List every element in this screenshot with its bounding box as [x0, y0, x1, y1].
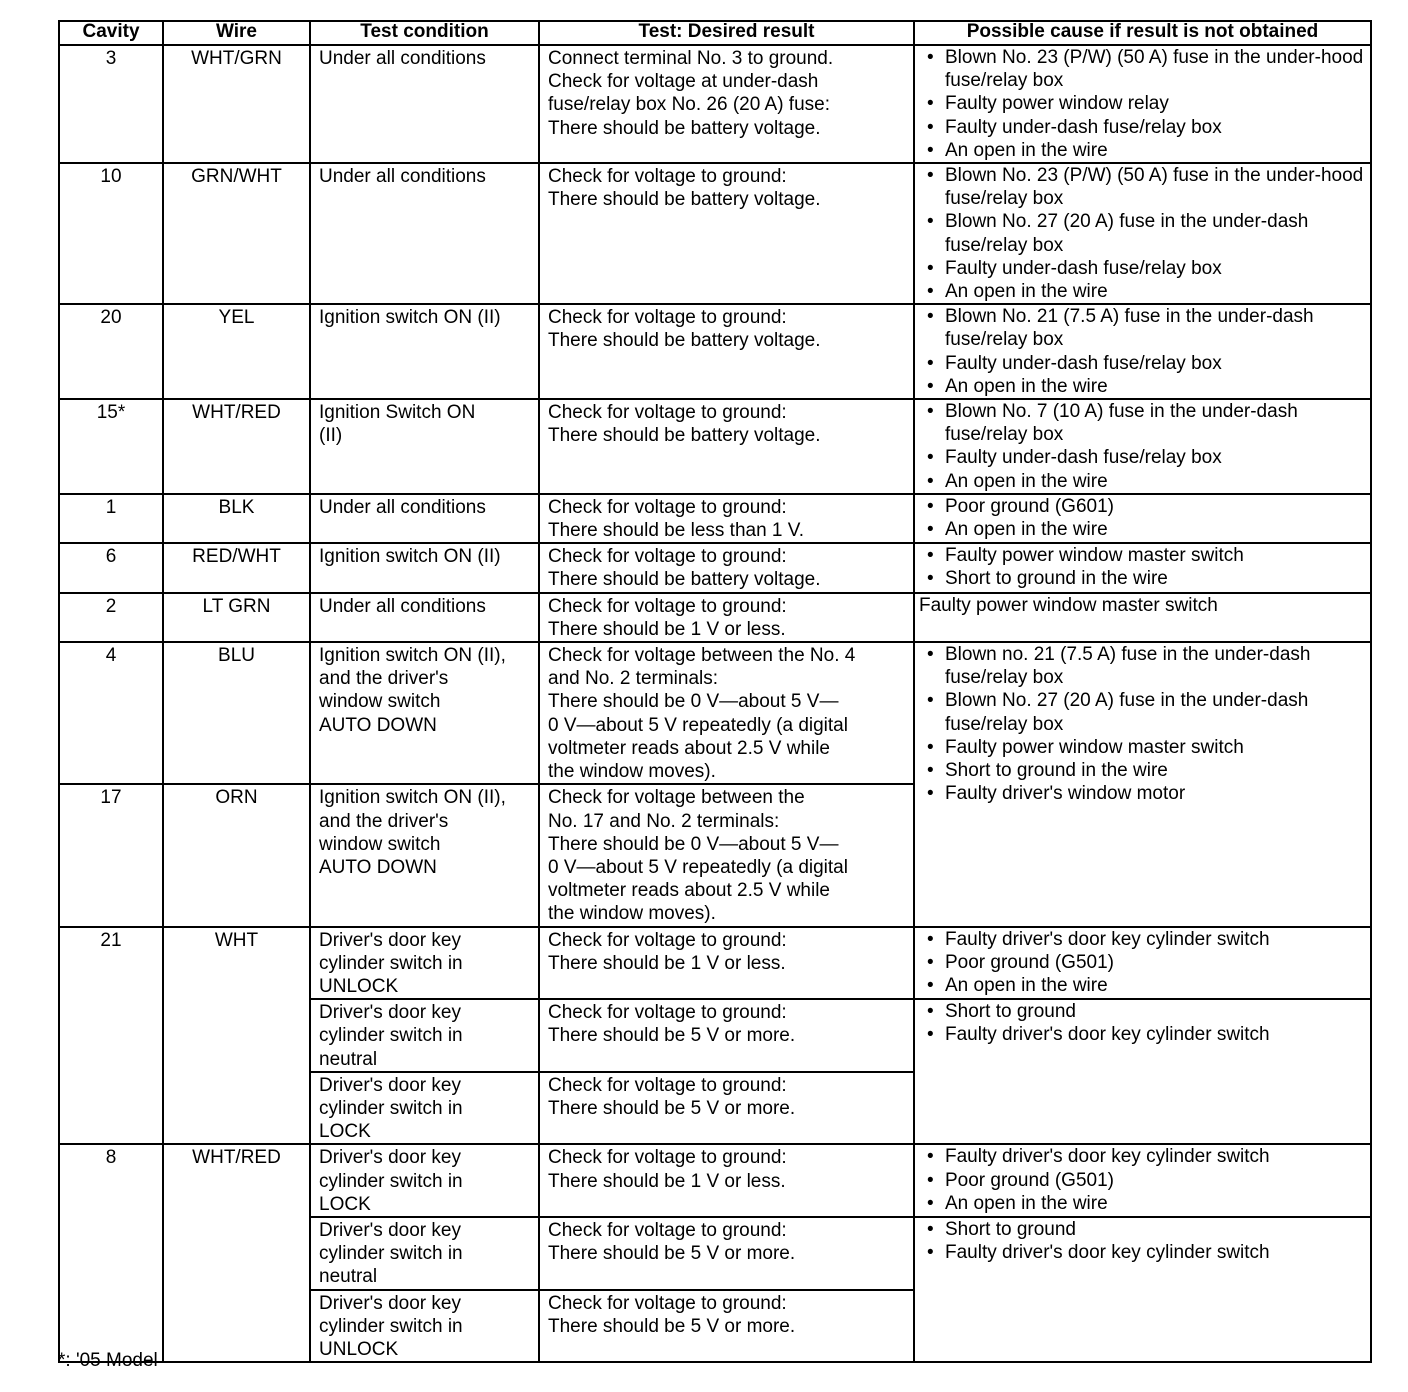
table-row	[59, 494, 1371, 543]
wire-cell: YEL	[163, 304, 310, 399]
cause-item: • An open in the wire	[921, 974, 1364, 997]
cause-cell	[914, 304, 1371, 399]
cause-list	[921, 495, 1364, 541]
cause-list	[921, 164, 1364, 303]
cause-item: • Blown No. 23 (P/W) (50 A) fuse in the under-hood fuse/relay box	[921, 164, 1364, 210]
condition-cell: Ignition switch ON (II), and the driver's window switch AUTO DOWN	[310, 784, 539, 926]
cause-cell	[914, 1217, 1371, 1362]
cause-item: • Poor ground (G501)	[921, 1169, 1364, 1192]
cause-item: • An open in the wire	[921, 1192, 1364, 1215]
header-wire: Wire	[163, 21, 310, 45]
cause-cell	[914, 642, 1371, 926]
cause-item: • Faulty power window master switch	[921, 544, 1364, 567]
result-cell: Check for voltage to ground: There should be less than 1 V.	[539, 494, 914, 543]
cavity-cell: 1	[59, 494, 163, 543]
cavity-cell: 20	[59, 304, 163, 399]
cavity-cell: 8	[59, 1144, 163, 1362]
cause-item: • An open in the wire	[921, 470, 1364, 493]
wire-cell: WHT/GRN	[163, 45, 310, 163]
table-row	[59, 45, 1371, 163]
cause-cell	[914, 494, 1371, 543]
wire-cell: BLU	[163, 642, 310, 784]
table-row	[59, 304, 1371, 399]
cause-item: • Short to ground	[921, 1218, 1364, 1241]
condition-cell: Under all conditions	[310, 163, 539, 304]
wire-cell: BLK	[163, 494, 310, 543]
cause-item: • Blown no. 21 (7.5 A) fuse in the under-dash fuse/relay box	[921, 643, 1364, 689]
cause-item: • Faulty driver's door key cylinder switch	[921, 928, 1364, 951]
table-row	[59, 1144, 1371, 1217]
cause-cell: Faulty power window master switch	[914, 593, 1371, 642]
cavity-cell: 3	[59, 45, 163, 163]
result-cell: Check for voltage between the No. 17 and No. 2 terminals: There should be 0 V—about 5 V— 0 V—about 5 V repeatedly (a digital voltmeter reads about 2.5 V while the window moves).	[539, 784, 914, 926]
wire-cell: GRN/WHT	[163, 163, 310, 304]
result-cell: Check for voltage to ground: There should be 5 V or more.	[539, 1290, 914, 1363]
result-cell: Check for voltage to ground: There should be battery voltage.	[539, 543, 914, 592]
cause-item: • An open in the wire	[921, 375, 1364, 398]
header-possible-cause: Possible cause if result is not obtained	[914, 21, 1371, 45]
result-cell: Check for voltage to ground: There should be 5 V or more.	[539, 1217, 914, 1290]
header-cavity: Cavity	[59, 21, 163, 45]
wire-cell: WHT/RED	[163, 399, 310, 494]
condition-cell: Under all conditions	[310, 45, 539, 163]
cause-list	[921, 643, 1364, 805]
cavity-cell: 10	[59, 163, 163, 304]
cause-list	[921, 1145, 1364, 1215]
cause-item: • Blown No. 7 (10 A) fuse in the under-dash fuse/relay box	[921, 400, 1364, 446]
result-cell: Check for voltage to ground: There should be 5 V or more.	[539, 1072, 914, 1145]
cause-item: • Blown No. 27 (20 A) fuse in the under-dash fuse/relay box	[921, 689, 1364, 735]
cause-list	[921, 1000, 1364, 1046]
terminal-test-table	[58, 20, 1372, 1363]
result-cell: Check for voltage to ground: There should be 1 V or less.	[539, 927, 914, 1000]
condition-cell: Driver's door key cylinder switch in UNLOCK	[310, 927, 539, 1000]
cause-list	[921, 400, 1364, 493]
cause-item: • An open in the wire	[921, 139, 1364, 162]
condition-cell: Ignition switch ON (II)	[310, 304, 539, 399]
cause-item: • Blown No. 23 (P/W) (50 A) fuse in the under-hood fuse/relay box	[921, 46, 1364, 92]
cause-item: • Poor ground (G501)	[921, 951, 1364, 974]
cause-cell	[914, 1144, 1371, 1217]
cause-list	[921, 544, 1364, 590]
cause-item: • Blown No. 21 (7.5 A) fuse in the under-dash fuse/relay box	[921, 305, 1364, 351]
condition-cell: Under all conditions	[310, 593, 539, 642]
cause-item: • Faulty driver's window motor	[921, 782, 1364, 805]
cause-cell	[914, 999, 1371, 1144]
table-row	[59, 543, 1371, 592]
header-desired-result: Test: Desired result	[539, 21, 914, 45]
header-test-condition: Test condition	[310, 21, 539, 45]
cavity-cell: 17	[59, 784, 163, 926]
cause-item: • Faulty power window relay	[921, 92, 1364, 115]
cause-item: • An open in the wire	[921, 280, 1364, 303]
wire-cell: WHT/RED	[163, 1144, 310, 1362]
cavity-cell: 15*	[59, 399, 163, 494]
cause-item: • Poor ground (G601)	[921, 495, 1364, 518]
cause-item: • Faulty under-dash fuse/relay box	[921, 257, 1364, 280]
cause-cell	[914, 927, 1371, 1000]
condition-cell: Driver's door key cylinder switch in UNLOCK	[310, 1290, 539, 1363]
result-cell: Check for voltage between the No. 4 and No. 2 terminals: There should be 0 V—about 5 V— 0 V—about 5 V repeatedly (a digital voltmeter reads about 2.5 V while the window moves).	[539, 642, 914, 784]
cause-item: • Faulty power window master switch	[921, 736, 1364, 759]
cause-item: • Short to ground in the wire	[921, 567, 1364, 590]
result-cell: Check for voltage to ground: There should be battery voltage.	[539, 399, 914, 494]
cavity-cell: 21	[59, 927, 163, 1145]
cause-cell	[914, 45, 1371, 163]
condition-cell: Under all conditions	[310, 494, 539, 543]
cause-item: • Faulty under-dash fuse/relay box	[921, 446, 1364, 469]
result-cell: Check for voltage to ground: There should be battery voltage.	[539, 304, 914, 399]
cause-item: • Faulty under-dash fuse/relay box	[921, 116, 1364, 139]
wire-cell: RED/WHT	[163, 543, 310, 592]
table-header-row	[59, 21, 1371, 45]
cause-list	[921, 305, 1364, 398]
condition-cell: Driver's door key cylinder switch in LOCK	[310, 1072, 539, 1145]
result-cell: Check for voltage to ground: There should be 1 V or less.	[539, 1144, 914, 1217]
cavity-cell: 6	[59, 543, 163, 592]
cause-item: • Faulty under-dash fuse/relay box	[921, 352, 1364, 375]
footnote: *: '05 Model	[58, 1350, 158, 1371]
table-row	[59, 163, 1371, 304]
result-cell: Check for voltage to ground: There should be battery voltage.	[539, 163, 914, 304]
troubleshooting-table-sheet	[58, 20, 1370, 1360]
cause-cell	[914, 399, 1371, 494]
result-cell: Check for voltage to ground: There should be 5 V or more.	[539, 999, 914, 1072]
cause-cell	[914, 163, 1371, 304]
condition-cell: Driver's door key cylinder switch in LOCK	[310, 1144, 539, 1217]
cause-list	[921, 928, 1364, 998]
cause-list	[921, 46, 1364, 162]
cause-item: • An open in the wire	[921, 518, 1364, 541]
wire-cell: WHT	[163, 927, 310, 1145]
condition-cell: Ignition switch ON (II), and the driver's window switch AUTO DOWN	[310, 642, 539, 784]
cause-item: • Blown No. 27 (20 A) fuse in the under-dash fuse/relay box	[921, 210, 1364, 256]
cause-item: • Short to ground in the wire	[921, 759, 1364, 782]
condition-cell: Driver's door key cylinder switch in neutral	[310, 999, 539, 1072]
condition-cell: Ignition switch ON (II)	[310, 543, 539, 592]
table-row	[59, 642, 1371, 784]
table-row	[59, 593, 1371, 642]
cause-item: • Faulty driver's door key cylinder switch	[921, 1145, 1364, 1168]
table-row	[59, 399, 1371, 494]
cause-cell	[914, 543, 1371, 592]
cavity-cell: 2	[59, 593, 163, 642]
cause-list	[921, 1218, 1364, 1264]
cause-item: • Faulty driver's door key cylinder switch	[921, 1023, 1364, 1046]
cause-item: • Faulty driver's door key cylinder switch	[921, 1241, 1364, 1264]
table-row	[59, 927, 1371, 1000]
result-cell: Check for voltage to ground: There should be 1 V or less.	[539, 593, 914, 642]
result-cell: Connect terminal No. 3 to ground. Check for voltage at under-dash fuse/relay box No. 26 (20 A) fuse: There should be battery voltage.	[539, 45, 914, 163]
condition-cell: Driver's door key cylinder switch in neutral	[310, 1217, 539, 1290]
cavity-cell: 4	[59, 642, 163, 784]
cause-item: • Short to ground	[921, 1000, 1364, 1023]
wire-cell: LT GRN	[163, 593, 310, 642]
wire-cell: ORN	[163, 784, 310, 926]
condition-cell: Ignition Switch ON (II)	[310, 399, 539, 494]
